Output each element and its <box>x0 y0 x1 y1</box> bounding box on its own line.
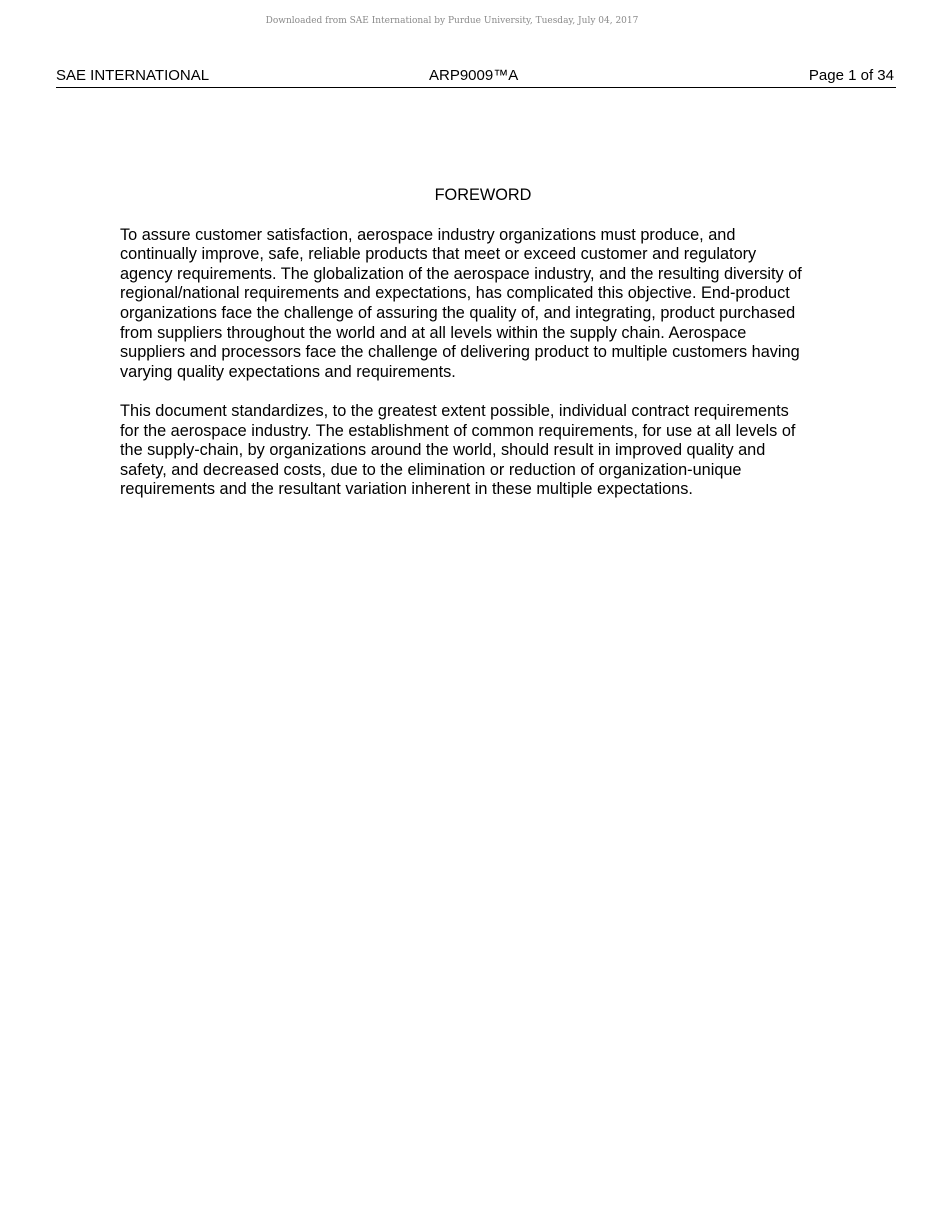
header-page-number: Page 1 of 34 <box>808 67 894 84</box>
foreword-title: FOREWORD <box>434 186 532 204</box>
foreword-section <box>120 186 845 520</box>
paragraph-line: regional/national requirements and expectations, has complicated this objective. End-product <box>120 284 790 303</box>
paragraph-line: requirements and the resultant variation inherent in these multiple expectations. <box>120 480 693 499</box>
running-header <box>56 66 896 88</box>
paragraph-line: safety, and decreased costs, due to the elimination or reduction of organization-unique <box>120 460 742 479</box>
paragraph-line: organizations face the challenge of assuring the quality of, and integrating, product purchased <box>120 303 796 322</box>
paragraph-line: To assure customer satisfaction, aerospace industry organizations must produce, and <box>120 225 736 244</box>
paragraph-line: This document standardizes, to the greatest extent possible, individual contract requirements <box>120 401 789 420</box>
paragraph-line: the supply-chain, by organizations around the world, should result in improved quality and <box>120 441 766 460</box>
foreword-paragraph-1 <box>120 226 845 383</box>
download-watermark: Downloaded from SAE International by Purdue University, Tuesday, July 04, 2017 <box>265 16 639 26</box>
header-document-number: ARP9009™A <box>429 67 519 84</box>
paragraph-line: for the aerospace industry. The establishment of common requirements, for use at all levels of <box>120 421 796 440</box>
paragraph-line: varying quality expectations and requirements. <box>120 362 456 381</box>
paragraph-line: from suppliers throughout the world and at all levels within the supply chain. Aerospace <box>120 323 747 342</box>
paragraph-line: agency requirements. The globalization of the aerospace industry, and the resulting diversity of <box>120 264 802 283</box>
header-organization: SAE INTERNATIONAL <box>56 67 210 84</box>
paragraph-line: continually improve, safe, reliable products that meet or exceed customer and regulatory <box>120 245 757 264</box>
paragraph-line: suppliers and processors face the challenge of delivering product to multiple customers having <box>120 343 800 362</box>
foreword-paragraph-2 <box>120 402 845 500</box>
